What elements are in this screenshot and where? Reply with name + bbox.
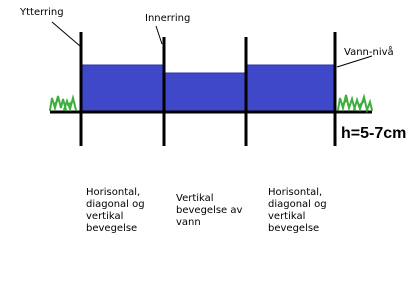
- water-inner: [165, 73, 245, 111]
- grass-left-icon: [50, 96, 76, 110]
- outer-ring-label: Ytterring: [20, 7, 64, 18]
- water-level-label: Vann-nivå: [344, 47, 394, 58]
- inner-ring-label: Innerring: [145, 13, 191, 24]
- height-label: h=5-7cm: [341, 125, 407, 142]
- water-outer-right: [247, 65, 334, 111]
- water-outer-left: [82, 65, 163, 111]
- zone-description-outer-right: Horisontal, diagonal og vertikal bevegelse: [268, 187, 327, 234]
- grass-right-icon: [338, 95, 372, 110]
- zone-description-inner: Vertikal bevegelse av vann: [176, 193, 243, 228]
- inner-ring-leader: [156, 26, 162, 44]
- zone-description-outer-left: Horisontal, diagonal og vertikal bevegelse: [86, 187, 145, 234]
- outer-ring-leader: [52, 22, 80, 46]
